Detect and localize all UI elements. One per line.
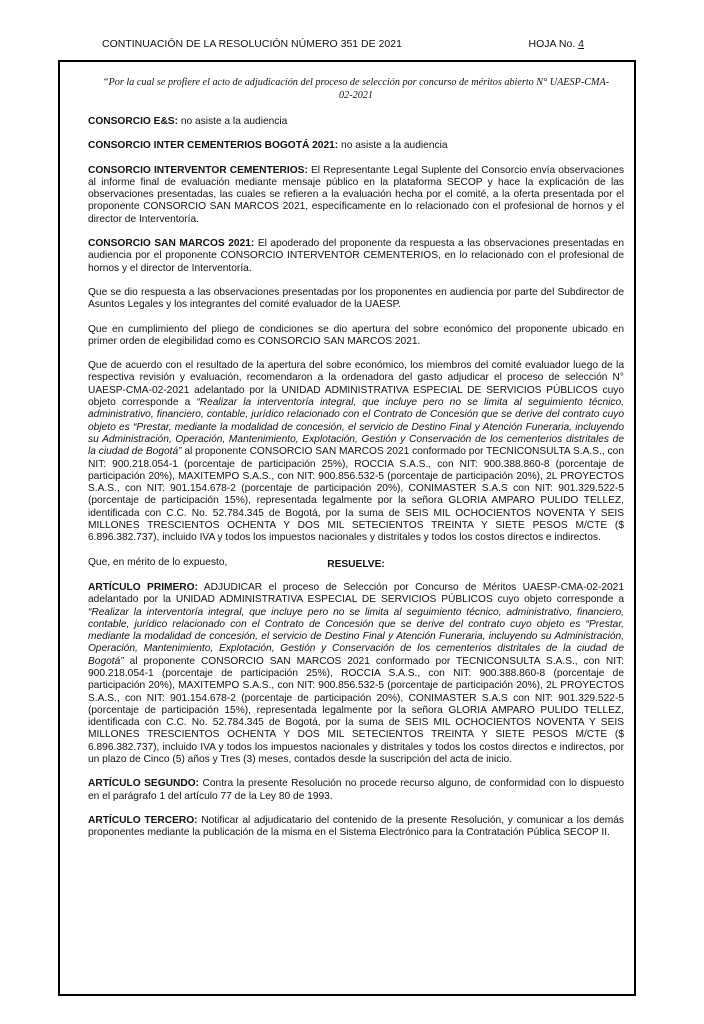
- paragraph-inter-cementerios: [88, 140, 624, 152]
- articulo-segundo: [88, 778, 624, 803]
- articulo-tercero: [88, 815, 624, 840]
- page-header: [102, 38, 584, 50]
- paragraph-text: El apoderado del proponente da respuesta a las observaciones presentadas en audiencia por el proponente CONSORCIO INTERVENTOR CEMENTERIOS, en lo relacionado con el profesional de hornos y el director de Interventoría.: [88, 238, 624, 274]
- paragraph-text: al proponente CONSORCIO SAN MARCOS 2021 conformado por TECNICONSULTA S.A.S., con NIT: 900.218.054-1 (porcentaje de participación 25%), ROCCIA S.A.S., con NIT: 900.388.860-8 (porcentaje de participación 20%), MAXITEMPO S.A.S., con NIT: 900.856.532-5 (porcentaje de participación 20%), 2L PROYECTOS S.A.S., con NIT: 901.154.678-2 (porcentaje de participación 20%), CONIMASTER S.A.S con NIT: 901.329.522-5 (porcentaje de participación 15%), representada legalmente por la señora GLORIA AMPARO PULIDO TELLEZ, identificada con C.C. No. 52.784.345 de Bogotá, por la suma de SEIS MIL OCHOCIENTOS NOVENTA Y SEIS MILLONES TRESCIENTOS OCHENTA Y DOS MIL SETECIENTOS TREINTA Y SIETE PESOS M/CTE ($ 6.896.382.737), incluido IVA y todos los impuestos nacionales y distritales y todos los costos directos e indirectos.: [88, 446, 624, 544]
- page-number: [529, 38, 584, 50]
- article-object-italic: “Realizar la interventoría integral, que incluye pero no se limita al seguimiento técnico, administrativo, financiero, contable, jurídico relacionado con el Contrato de Concesión que se derive del contrato cuyo objeto es “Prestar, mediante la modalidad de concesión, el servicio de Destino Final y Atención Funeraria, incluyendo su Administración, Operación, Mantenimiento, Explotación, Gestión y Conservación de los cementerios distritales de la ciudad de Bogotá”: [88, 606, 624, 667]
- paragraph-lead: CONSORCIO SAN MARCOS 2021:: [88, 238, 255, 250]
- hoja-label: HOJA No.: [528, 38, 576, 50]
- resolution-continuation: CONTINUACIÓN DE LA RESOLUCIÓN NÚMERO 351 DE 2021: [102, 38, 402, 50]
- paragraph-text: El Representante Legal Suplente del Consorcio envía observaciones al informe final de evaluación mediante mensaje público en la plataforma SECOP y hace la explicación de las observaciones presentadas, las cuales se refieren a la evaluación hecha por el comité, a la oferta presentada por el proponente CONSORCIO SAN MARCOS 2021, específicamente en lo relacionado con el profesional de hornos y el director de Interventoría.: [88, 164, 624, 225]
- paragraph-lead: CONSORCIO E&S:: [88, 116, 178, 127]
- document-frame: [58, 60, 636, 996]
- paragraph-apertura: Que en cumplimiento del pliego de condiciones se dio apertura del sobre económico del proponente ubicado en primer orden de elegibilidad como es CONSORCIO SAN MARCOS 2021.: [88, 323, 624, 347]
- paragraph-lead: CONSORCIO INTER CEMENTERIOS BOGOTÁ 2021:: [88, 140, 339, 152]
- paragraph-san-marcos: [88, 238, 624, 275]
- paragraph-lead: CONSORCIO INTERVENTOR CEMENTERIOS:: [88, 164, 308, 176]
- resolution-subtitle: “Por la cual se profiere el acto de adjudicación del proceso de selección por concurso de méritos abierto N° UAESP-CMA-02-2021: [102, 77, 610, 101]
- article-lead: ARTÍCULO PRIMERO:: [88, 581, 198, 593]
- article-text: al proponente CONSORCIO SAN MARCOS 2021 conformado por TECNICONSULTA S.A.S., con NIT: 900.218.054-1 (porcentaje de participación 25%), ROCCIA S.A.S., con NIT: 900.388.860-8 (porcentaje de participación 20%), MAXITEMPO S.A.S., con NIT: 900.856.532-5 (porcentaje de participación 20%), 2L PROYECTOS S.A.S., con NIT: 901.154.678-2 (porcentaje de participación 20%), CONIMASTER S.A.S con NIT: 901.329.522-5 (porcentaje de participación 15%), representada legalmente por la señora GLORIA AMPARO PULIDO TELLEZ, identificada con C.C. No. 52.784.345 de Bogotá, por la suma de SEIS MIL OCHOCIENTOS NOVENTA Y SEIS MILLONES TRESCIENTOS OCHENTA Y DOS MIL SETECIENTOS TREINTA Y SIETE PESOS M/CTE ($ 6.896.382.737), incluido IVA y todos los impuestos nacionales y distritales y todos los costos directos e indirectos, por un plazo de Cinco (5) años y Tres (3) meses, contados desde la suscripción del acta de inicio.: [88, 655, 624, 766]
- articulo-primero: [88, 582, 624, 766]
- paragraph-object-italic: “Realizar la interventoría integral, que incluye pero no se limita al seguimiento técnico, administrativo, financiero, contable, jurídico relacionado con el Contrato de Concesión que se derive del contrato cuyo objeto es “Prestar, mediante la modalidad de concesión, el servicio de Destino Final y Atención Funeraria, incluyendo su Administración, Operación, Mantenimiento, Explotación, Gestión y Conservación de los cementerios distritales de la ciudad de Bogotá”: [88, 397, 624, 458]
- article-lead: ARTÍCULO TERCERO:: [88, 814, 198, 826]
- paragraph-interventor-cementerios: [88, 165, 624, 226]
- paragraph-text: Que de acuerdo con el resultado de la apertura del sobre económico, los miembros del comité evaluador luego de la respectiva revisión y evaluación, recomendaron a la ordenadora del gasto adjudicar el proceso de selección N° UAESP-CMA-02-2021 adelantado por la UNIDAD ADMINISTRATIVA ESPECIAL DE SERVICIOS PÚBLICOS cuyo objeto corresponde a: [88, 360, 624, 409]
- paragraph-respuesta: Que se dio respuesta a las observaciones presentadas por los proponentes en audiencia por parte del Subdirector de Asuntos Legales y los integrantes del comité evaluador de la UAESP.: [88, 286, 624, 311]
- paragraph-text: no asiste a la audiencia: [338, 140, 448, 152]
- paragraph-recomendacion: [88, 360, 624, 544]
- resuelve-heading: RESUELVE:: [327, 558, 385, 570]
- paragraph-merito: Que, en mérito de lo expuesto,: [88, 556, 228, 568]
- paragraph-text: no asiste a la audiencia: [178, 116, 288, 127]
- article-text: Contra la presente Resolución no procede recurso alguno, de conformidad con lo dispuesto en el parágrafo 1 del artículo 77 de la Ley 80 de 1993.: [88, 778, 624, 802]
- article-lead: ARTÍCULO SEGUNDO:: [88, 778, 200, 790]
- hoja-number: 4: [578, 38, 584, 50]
- article-text: ADJUDICAR el proceso de Selección por Concurso de Méritos UAESP-CMA-02-2021 adelantado por la UNIDAD ADMINISTRATIVA ESPECIAL DE SERVICIOS PÚBLICOS cuyo objeto corresponde a: [88, 581, 624, 606]
- article-text: Notificar al adjudicatario del contenido de la presente Resolución, y comunicar a los demás proponentes mediante la publicación de la misma en el Sistema Electrónico para la Contratación Pública SECOP II.: [88, 814, 624, 839]
- paragraph-consorcio-es: [88, 116, 624, 128]
